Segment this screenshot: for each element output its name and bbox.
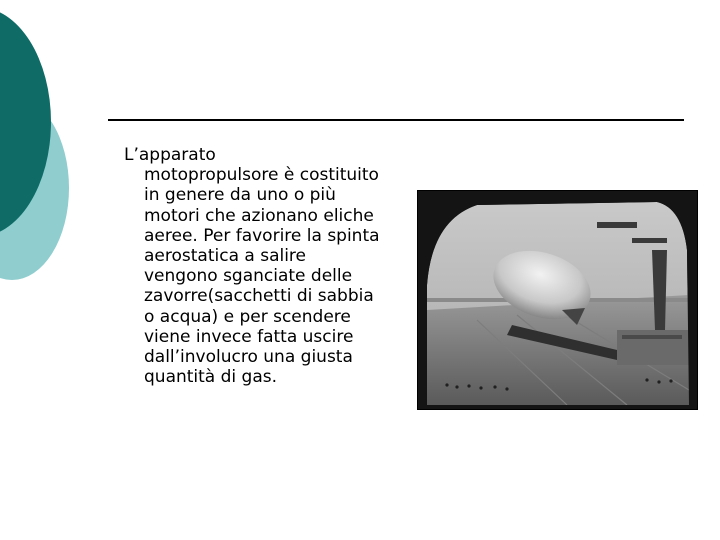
airship-hangar-photo	[417, 190, 698, 410]
body-text-continuation: motopropulsore è costituito in genere da uno o più motori che azionano eliche aeree. Per favorire la spinta aerostatica a salire vengono sganciate delle zavorre(sacchetti di sabbia o acqua) e per scendere viene invece fatta uscire dall’involucro una giusta quantità di gas.	[144, 165, 380, 388]
title-divider-line	[108, 119, 684, 121]
slide-body-text	[124, 145, 384, 387]
corner-circles-decoration	[0, 0, 80, 290]
body-text-first-line: L’apparato	[124, 145, 216, 165]
